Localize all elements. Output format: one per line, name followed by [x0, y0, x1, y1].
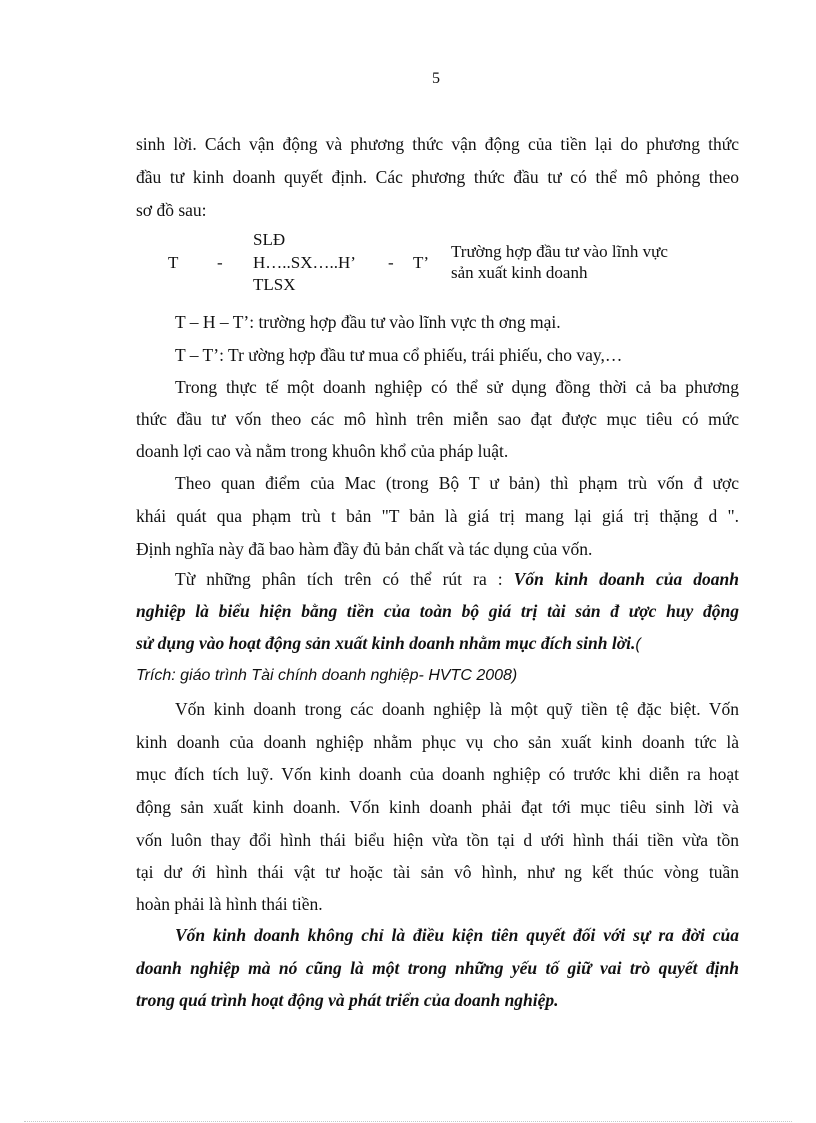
case-trade: T – H – T’: trường hợp đầu tư vào lĩnh vực th ơng mại. [175, 312, 561, 332]
conclusion-line-3: trong quá trình hoạt động và phát triển của doanh nghiệp. [136, 990, 559, 1010]
special-line-4: động sản xuất kinh doanh. Vốn kinh doanh phải đạt tới mục tiêu sinh lời và [136, 797, 739, 817]
special-line-2: kinh doanh của doanh nghiệp nhằm phục vụ cho sản xuất kinh doanh tức là [136, 732, 739, 752]
special-line-1: Vốn kinh doanh trong các doanh nghiệp là một quỹ tiền tệ đặc biệt. Vốn [175, 699, 739, 719]
marx-line-2: khái quát qua phạm trù t bản "T bản là giá trị mang lại giá trị thặng d ". [136, 506, 739, 526]
special-line-5: vốn luôn thay đổi hình thái biểu hiện vừa tồn tại d ưới hình thái tiền vừa tồn [136, 830, 739, 850]
definition-line-1 [175, 568, 739, 590]
conclusion-line-1: Vốn kinh doanh không chỉ là điều kiện tiên quyết đối với sự ra đời của [175, 925, 739, 945]
diagram-t-right: T’ [413, 253, 430, 272]
diagram-caption-1: Trường hợp đầu tư vào lĩnh vực [451, 242, 668, 261]
diagram-tlsx: TLSX [253, 275, 296, 294]
diagram-dash-1: - [217, 253, 223, 272]
citation: Trích: giáo trình Tài chính doanh nghiệp- HVTC 2008) [136, 667, 518, 684]
citation-open: ( [635, 636, 641, 653]
marx-line-3: Định nghĩa này đã bao hàm đầy đủ bản chất và tác dụng của vốn. [136, 539, 593, 559]
special-line-3: mục đích tích luỹ. Vốn kinh doanh của doanh nghiệp có trước khi diễn ra hoạt [136, 764, 739, 784]
special-line-6: tại dư ới hình thái vật tư hoặc tài sản vô hình, như ng kết thúc vòng tuần [136, 862, 739, 882]
definition-line-3 [136, 632, 739, 656]
diagram-caption-2: sản xuất kinh doanh [451, 263, 588, 282]
conclusion-line-2: doanh nghiệp mà nó cũng là một trong những yếu tố giữ vai trò quyết định [136, 958, 739, 978]
definition-bold-3: sử dụng vào hoạt động sản xuất kinh doanh nhằm mục đích sinh lời. [136, 633, 636, 653]
special-line-7: hoàn phải là hình thái tiền. [136, 894, 323, 914]
definition-bold-1: Vốn kinh doanh của doanh [513, 569, 739, 589]
simultaneous-line-1: Trong thực tế một doanh nghiệp có thể sử dụng đồng thời cả ba phương [175, 377, 739, 397]
footer-rule [24, 1121, 792, 1122]
diagram-dash-2: - [388, 253, 394, 272]
case-finance: T – T’: Tr ường hợp đầu tư mua cổ phiếu, trái phiếu, cho vay,… [175, 345, 623, 365]
page-number: 5 [432, 70, 440, 87]
definition-lead: Từ những phân tích trên có thể rút ra : [175, 569, 514, 589]
intro-line-3: sơ đồ sau: [136, 200, 207, 220]
intro-line-2: đầu tư kinh doanh quyết định. Các phương thức đầu tư có thể mô phỏng theo [136, 167, 739, 187]
diagram-sld: SLĐ [253, 230, 286, 249]
definition-line-2: nghiệp là biểu hiện bằng tiền của toàn bộ giá trị tài sản đ ược huy động [136, 601, 739, 621]
simultaneous-line-2: thức đầu tư vốn theo các mô hình trên miễn sao đạt được mục tiêu có mức [136, 409, 739, 429]
diagram-t-left: T [168, 253, 179, 272]
simultaneous-line-3: doanh lợi cao và nằm trong khuôn khổ của pháp luật. [136, 441, 509, 461]
intro-line-1: sinh lời. Cách vận động và phương thức vận động của tiền lại do phương thức [136, 134, 739, 154]
marx-line-1: Theo quan điểm của Mac (trong Bộ T ư bản) thì phạm trù vốn đ ược [175, 473, 739, 493]
diagram-middle: H…..SX…..H’ [253, 253, 356, 272]
